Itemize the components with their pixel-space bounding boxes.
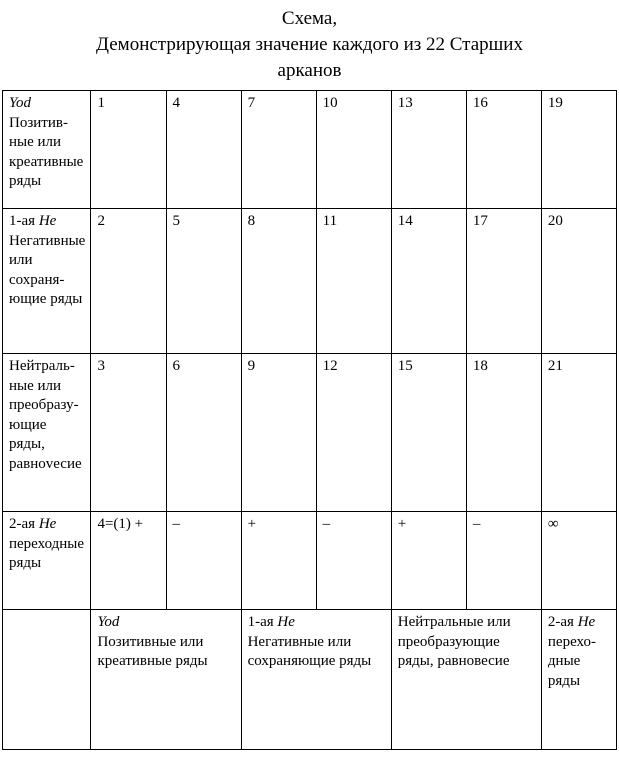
table-cell: + <box>391 512 466 610</box>
row-header-prefix: 1-ая <box>9 213 39 229</box>
schema-table <box>2 90 617 750</box>
row-header-prefix: 2-ая <box>9 516 39 532</box>
table-cell: + <box>241 512 316 610</box>
table-row <box>3 91 617 209</box>
row-header-italic-label: He <box>38 213 57 229</box>
table-cell: ∞ <box>541 512 616 610</box>
table-cell: 5 <box>166 209 241 354</box>
table-cell: 13 <box>391 91 466 209</box>
table-cell: – <box>166 512 241 610</box>
table-cell: 7 <box>241 91 316 209</box>
footer-group-italic-label: Yod <box>97 614 120 630</box>
row-header-italic-label: Yod <box>9 95 31 111</box>
footer-empty-cell <box>3 610 91 750</box>
table-cell: – <box>466 512 541 610</box>
row-header-neutral <box>3 354 91 512</box>
page-title <box>0 0 619 90</box>
table-cell: 10 <box>316 91 391 209</box>
table-cell: 2 <box>91 209 166 354</box>
footer-group-yod <box>91 610 241 750</box>
row-header-2nd-he <box>3 512 91 610</box>
table-cell: 8 <box>241 209 316 354</box>
footer-group-1st-he <box>241 610 391 750</box>
table-cell: 9 <box>241 354 316 512</box>
footer-group-prefix: 2-ая <box>547 614 578 630</box>
table-cell: 3 <box>91 354 166 512</box>
footer-group-italic-label: He <box>577 614 596 630</box>
table-cell: – <box>316 512 391 610</box>
table-cell: 18 <box>466 354 541 512</box>
footer-group-text: Позитивные или креативные ряды <box>97 633 208 669</box>
title-line-3: арканов <box>277 60 342 81</box>
row-header-text: Негативные или сохраняющие ряды <box>9 232 86 307</box>
table-cell: 16 <box>466 91 541 209</box>
footer-group-neutral <box>391 610 541 750</box>
footer-group-italic-label: He <box>277 614 295 630</box>
table-cell: 19 <box>541 91 616 209</box>
footer-group-text: переходные ряды <box>547 633 596 689</box>
table-cell: 12 <box>316 354 391 512</box>
table-cell: 6 <box>166 354 241 512</box>
footer-group-text: Негативные или сохраняющие ряды <box>247 633 372 669</box>
footer-group-2nd-he <box>541 610 616 750</box>
table-cell: 11 <box>316 209 391 354</box>
table-cell: 14 <box>391 209 466 354</box>
table-cell: 17 <box>466 209 541 354</box>
footer-group-text: Нейтральные или преобразующие ряды, равновесие <box>397 614 511 669</box>
table-row <box>3 512 617 610</box>
table-row <box>3 354 617 512</box>
title-line-1: Схема, <box>281 8 338 29</box>
table-cell: 4 <box>166 91 241 209</box>
table-row <box>3 209 617 354</box>
table-cell: 20 <box>541 209 616 354</box>
title-line-2: Демонстрирующая значение каждого из 22 Старших <box>96 34 523 55</box>
row-header-italic-label: He <box>38 516 57 532</box>
footer-group-prefix: 1-ая <box>247 614 278 630</box>
row-header-1st-he <box>3 209 91 354</box>
table-footer-row <box>3 610 617 750</box>
table-cell: 1 <box>91 91 166 209</box>
table-cell: 21 <box>541 354 616 512</box>
row-header-text: Позитивные или креативные ряды <box>9 114 84 189</box>
table-cell: 15 <box>391 354 466 512</box>
row-header-text: Нейтральные или преобразующие ряды, равноvесие <box>9 358 82 472</box>
row-header-yod <box>3 91 91 209</box>
table-cell: 4=(1) + <box>91 512 166 610</box>
row-header-text: переходные ряды <box>9 535 85 571</box>
